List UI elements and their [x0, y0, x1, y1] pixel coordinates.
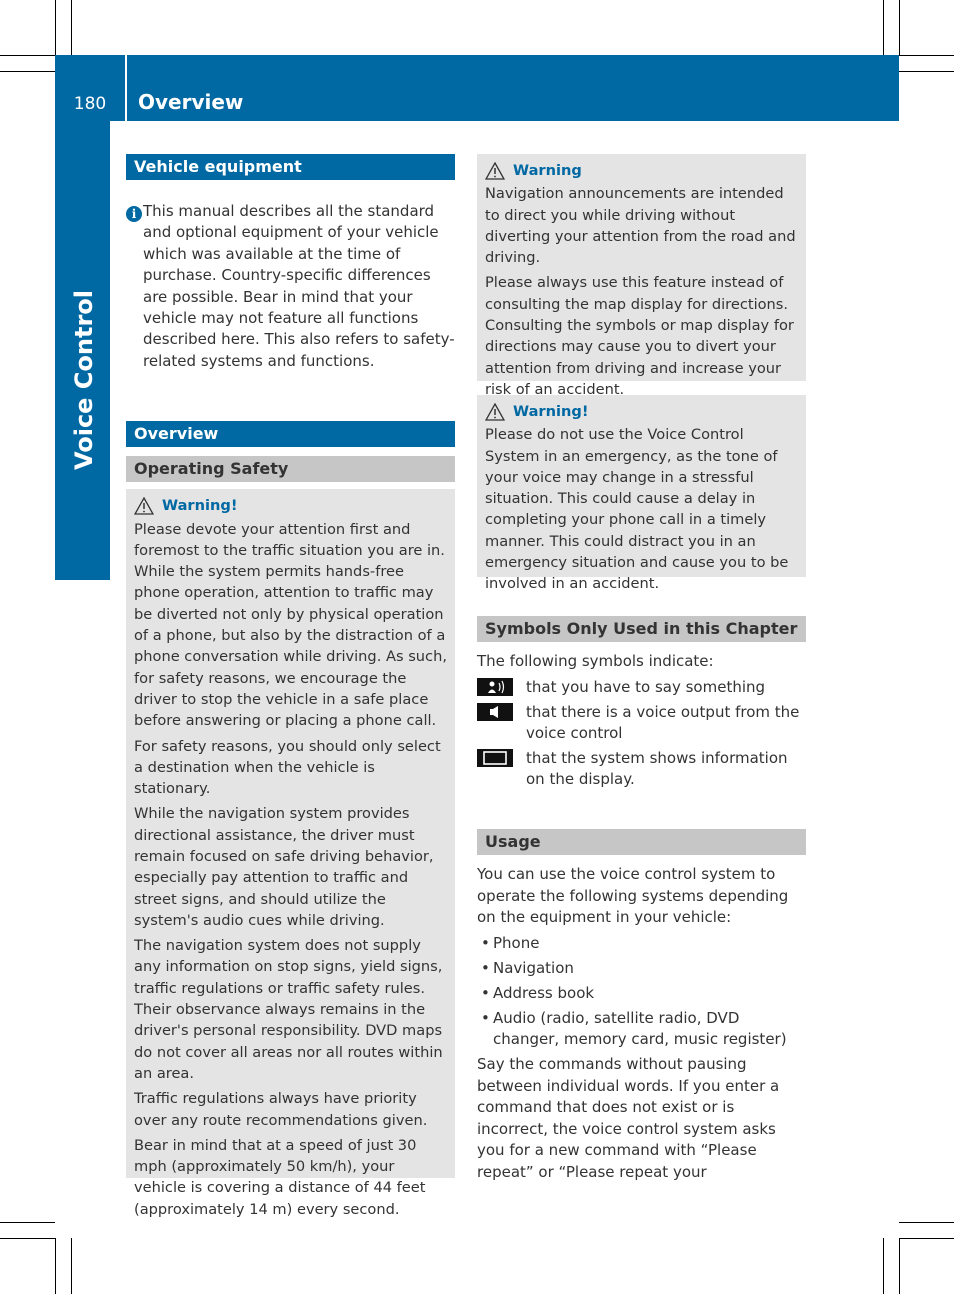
crop-mark	[883, 1238, 884, 1294]
crop-mark	[71, 0, 72, 55]
crop-mark	[899, 1238, 954, 1239]
section-overview: Overview	[126, 421, 455, 447]
symbol-description: that you have to say something	[526, 678, 766, 697]
crop-mark	[55, 0, 56, 55]
crop-mark	[71, 1238, 72, 1294]
warning-paragraph: While the navigation system provides directional assistance, the driver must remain focused on safe driving behavior, especially pay attention to traffic and street signs, and should utilize the system's audio cues while driving.	[134, 805, 434, 929]
crop-mark	[0, 55, 55, 56]
usage-closing: Say the commands without pausing between individual words. If you enter a command that does not exist or is incorrect, the voice control system asks you for a new command with “Please repeat” or “Please repeat your	[477, 1055, 780, 1181]
symbols-intro: The following symbols indicate:	[477, 652, 714, 670]
left-column	[126, 154, 455, 1218]
usage-list	[477, 933, 806, 1051]
warning-heading	[485, 160, 798, 181]
list-item: • Navigation	[477, 958, 806, 979]
warning-label: Warning	[513, 162, 582, 179]
crop-mark	[0, 71, 55, 72]
right-column	[477, 154, 806, 1183]
crop-mark	[899, 0, 900, 55]
warning-triangle-icon	[485, 162, 505, 180]
display-icon	[477, 749, 513, 767]
list-item: • Audio (radio, satellite radio, DVD changer, memory card, music register)	[477, 1008, 806, 1051]
warning-paragraph: Traffic regulations always have priority over any route recommendations given.	[134, 1090, 428, 1129]
page-number: 180	[73, 94, 107, 114]
side-tab-label: Voice Control	[70, 289, 98, 471]
info-icon-wrap	[126, 201, 143, 372]
say-something-icon	[477, 678, 513, 696]
warning-triangle-icon	[485, 403, 505, 421]
warning-box-operating-safety	[126, 489, 455, 1218]
symbol-row	[477, 748, 806, 791]
crop-mark	[899, 71, 954, 72]
warning-paragraph: Please do not use the Voice Control System in an emergency, as the tone of your voice may change in a stressful situation. This could cause a delay in completing your phone call in a timely manner. This could distract you in an emergency situation and cause you to be involved in an accident.	[485, 426, 789, 593]
info-icon: i	[126, 206, 142, 222]
page-title: Overview	[138, 90, 244, 114]
section-usage: Usage	[477, 829, 806, 855]
section-symbols: Symbols Only Used in this Chapter	[477, 616, 806, 642]
warning-paragraph: For safety reasons, you should only select a destination when the vehicle is stationary.	[134, 737, 441, 798]
crop-mark	[899, 1222, 954, 1223]
warning-box-navigation	[477, 154, 806, 398]
section-operating-safety: Operating Safety	[126, 456, 455, 482]
crop-mark	[899, 55, 954, 56]
warning-triangle-icon	[134, 497, 154, 515]
symbol-description: that there is a voice output from the voice control	[526, 702, 800, 743]
warning-paragraph: Bear in mind that at a speed of just 30 mph (approximately 50 km/h), your vehicle is covering a distance of 44 feet (approximately 14 m) every second.	[134, 1136, 426, 1218]
header-divider	[125, 55, 127, 121]
warning-label: Warning!	[162, 497, 238, 515]
warning-heading	[134, 495, 447, 516]
symbol-description: that the system shows information on the display.	[526, 748, 788, 789]
symbol-row	[477, 677, 806, 698]
voice-output-icon	[477, 703, 513, 721]
crop-mark	[0, 1222, 55, 1223]
crop-mark	[899, 1238, 900, 1294]
symbol-row	[477, 702, 806, 745]
crop-mark	[0, 1238, 55, 1239]
warning-paragraph: Navigation announcements are intended to direct you while driving without diverting your attention from the road and driving.	[485, 185, 796, 267]
warning-heading	[485, 401, 798, 422]
info-note	[126, 201, 455, 372]
warning-box-emergency	[477, 395, 806, 593]
info-text: This manual describes all the standard and optional equipment of your vehicle which was available at the time of purchase. Country-specific differences are possible. Bear in mind that your vehicle may not feature all functions described here. This also refers to safety-related systems and functions.	[143, 202, 455, 370]
warning-paragraph: Please always use this feature instead of consulting the map display for directions. Consulting the symbols or map display for directions may cause you to divert your attention from driving and increase your risk of an accident.	[485, 274, 794, 398]
list-item: • Phone	[477, 933, 806, 954]
warning-paragraph: Please devote your attention first and foremost to the traffic situation you are in. While the system permits hands-free phone operation, attention to traffic may be diverted not only by physical operation of a phone, but also by the distraction of a phone conversation while driving. As such, for safety reasons, we encourage the driver to stop the vehicle in a safe place before answering or placing a phone call.	[134, 520, 447, 730]
usage-intro: You can use the voice control system to operate the following systems depending on the equipment in your vehicle:	[477, 865, 789, 927]
list-item: • Address book	[477, 983, 806, 1004]
warning-label: Warning!	[513, 403, 589, 420]
crop-mark	[55, 1238, 56, 1294]
section-vehicle-equipment: Vehicle equipment	[126, 154, 455, 180]
crop-mark	[883, 0, 884, 55]
warning-paragraph: The navigation system does not supply any information on stop signs, yield signs, traffic regulations or traffic safety rules. Their observance always remains in the driver's personal responsibility. DVD maps do not cover all areas nor all routes within an area.	[134, 937, 443, 1082]
